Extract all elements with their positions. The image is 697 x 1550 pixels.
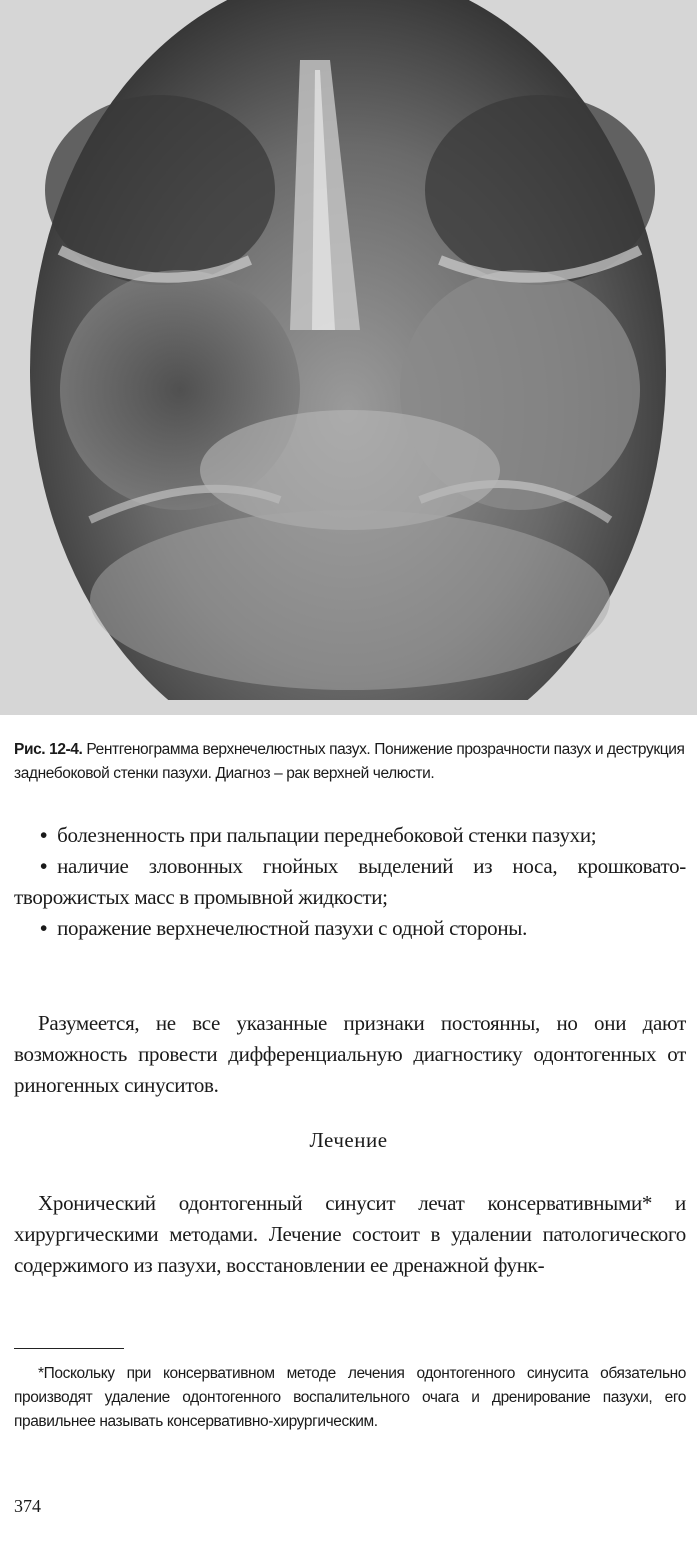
- list-item: [14, 851, 686, 913]
- list-item-text: наличие зловонных гнойных выделений из носа, крошковато-творожистых масс в промывной жидкости;: [14, 854, 686, 909]
- paragraph-treatment: Хронический одонтогенный синусит лечат консервативными* и хирургическими методами. Лечение состоит в удалении патологического содержимого из пазухи, восстановлении ее дренажной функ-: [14, 1191, 686, 1277]
- footnote-divider: [14, 1348, 124, 1349]
- xray-figure: [0, 0, 697, 715]
- list-item-text: болезненность при пальпации переднебоковой стенки пазухи;: [57, 823, 597, 847]
- bullet-icon: •: [40, 854, 48, 878]
- figure-caption: [14, 738, 686, 786]
- figure-caption-text: Рентгенограмма верхнечелюстных пазух. Понижение прозрачности пазух и деструкция заднебоковой стенки пазухи. Диагноз – рак верхней челюсти.: [14, 741, 685, 782]
- page-number: 374: [14, 1496, 41, 1516]
- list-item: [14, 913, 686, 944]
- section-heading: Лечение: [309, 1128, 388, 1152]
- paragraph-differential: Разумеется, не все указанные признаки постоянны, но они дают возможность провести дифференциальную диагностику одонтогенных от риногенных синуситов.: [14, 1011, 686, 1097]
- bullet-icon: •: [40, 916, 48, 940]
- symptom-list: [14, 820, 686, 944]
- xray-image: [0, 0, 697, 715]
- list-item: [14, 820, 686, 851]
- list-item-text: поражение верхнечелюстной пазухи с одной стороны.: [57, 916, 528, 940]
- figure-label: Рис. 12-4.: [14, 741, 83, 758]
- bullet-icon: •: [40, 823, 48, 847]
- footnote: *Поскольку при консервативном методе лечения одонтогенного синусита обязательно производят удаление одонтогенного воспалительного очага и дренирование пазухи, его правильнее называть консервативно-хирургическим.: [14, 1365, 686, 1430]
